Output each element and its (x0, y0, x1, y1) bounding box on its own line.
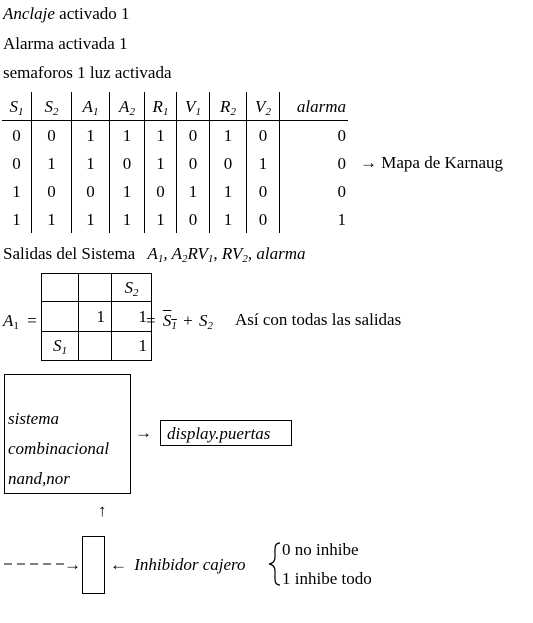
karnaugh-cell: 1 (112, 332, 152, 361)
col-header-v2: $V_2$ (247, 92, 280, 121)
karnaugh-cell: 1 (112, 302, 152, 332)
table-cell: 0 (72, 177, 110, 205)
right-arrow-icon: → (360, 153, 377, 172)
table-cell: 1 (247, 149, 280, 177)
col-header-alarma: alarma (280, 92, 349, 121)
block-line-3: nand,nor (8, 469, 70, 488)
inhibitor-option-1: 1 inhibe todo (282, 569, 372, 588)
table-cell: 1 (2, 205, 32, 233)
karnaugh-result: = $S_1 + S_2$ (146, 311, 213, 332)
anclaje-rest: activado 1 (54, 4, 130, 23)
table-cell: 0 (210, 149, 247, 177)
inhibitor-option-0: 0 no inhibe (282, 540, 359, 559)
curly-brace-icon (269, 543, 280, 585)
karnaugh-note-all-outputs: Así con todas las salidas (235, 310, 402, 329)
col-header-v1: $V_1$ (177, 92, 210, 121)
table-cell: 1 (145, 121, 177, 150)
table-cell: 0 (177, 205, 210, 233)
table-cell: 1 (210, 205, 247, 233)
karnaugh-row-header: $S_1$ (42, 332, 79, 361)
karnaugh-col-header: $S_2$ (112, 274, 152, 302)
up-arrow-icon: ↑ (98, 501, 107, 520)
right-arrow-icon: → (135, 423, 152, 442)
table-cell: 1 (337, 209, 346, 229)
table-cell: 1 (210, 121, 247, 150)
block-line-1: sistema (8, 409, 59, 428)
table-cell: 0 (177, 121, 210, 150)
table-cell: 0 (177, 149, 210, 177)
table-cell: 0 (337, 125, 346, 145)
result-s1-negated: $S_1$ (162, 311, 177, 332)
col-header-a1: $A_1$ (72, 92, 110, 121)
col-header-r2: $R_2$ (210, 92, 247, 121)
table-cell: 0 (337, 181, 346, 201)
table-cell: 1 (32, 205, 72, 233)
col-header-r1: $R_1$ (145, 92, 177, 121)
table-cell: 1 (110, 177, 145, 205)
semaforos-line: semaforos 1 luz activada (3, 63, 172, 82)
table-cell: 0 (145, 177, 177, 205)
table-cell: 0 (247, 177, 280, 205)
karnaugh-lhs: $A_1$ = (3, 311, 37, 332)
table-cell: 0 (337, 153, 346, 173)
table-cell: 0 (2, 149, 32, 177)
table-cell: 1 (110, 121, 145, 150)
table-cell: 0 (2, 121, 32, 150)
table-cell: 0 (247, 121, 280, 150)
alarma-line: Alarma activada 1 (3, 34, 128, 53)
col-header-s2: $S_2$ (32, 92, 72, 121)
table-cell: 1 (110, 205, 145, 233)
left-arrow-icon: ← (110, 555, 127, 574)
table-cell: 1 (145, 149, 177, 177)
display-label: display.puertas (167, 424, 271, 443)
col-header-a2: $A_2$ (110, 92, 145, 121)
table-cell: 1 (72, 121, 110, 150)
table-cell: 1 (210, 177, 247, 205)
col-header-s1: $S_1$ (2, 92, 32, 121)
table-cell: 1 (32, 149, 72, 177)
karnaugh-note-text: Mapa de Karnaug (381, 153, 504, 172)
dashed-arrow-head-icon: → (64, 555, 81, 574)
table-cell: 1 (177, 177, 210, 205)
karnaugh-cell: 1 (79, 302, 112, 332)
table-cell: 0 (110, 149, 145, 177)
table-cell: 1 (72, 149, 110, 177)
table-cell: 1 (2, 177, 32, 205)
table-cell: 1 (72, 205, 110, 233)
outputs-label: Salidas del Sistema (3, 244, 136, 263)
inhibitor-label: Inhibidor cajero (134, 555, 246, 574)
table-cell: 1 (145, 205, 177, 233)
table-cell: 0 (32, 177, 72, 205)
block-line-2: combinacional (8, 439, 110, 458)
anclaje-word: Anclaje (3, 4, 55, 23)
outputs-expression: $A_1$, $A_2RV_1$, $RV_2$, alarma (147, 244, 306, 265)
table-cell: 0 (247, 205, 280, 233)
table-cell: 0 (32, 121, 72, 150)
